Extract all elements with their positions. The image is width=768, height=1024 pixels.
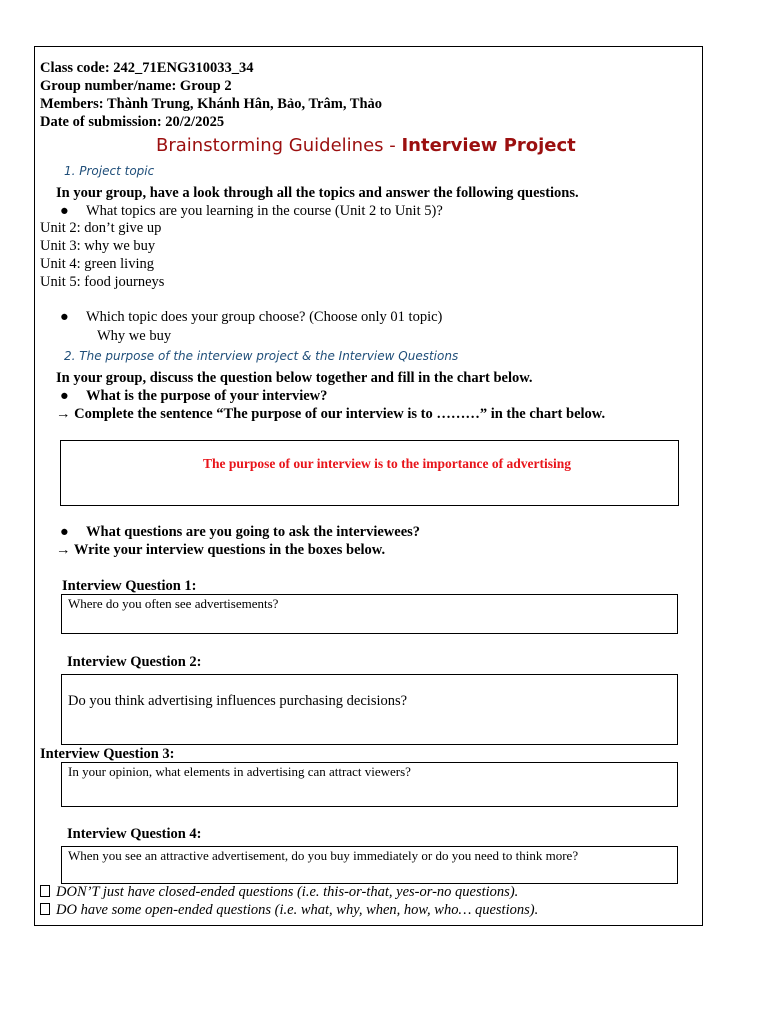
bullet: ● — [60, 524, 69, 540]
unit-item: Unit 5: food journeys — [40, 274, 165, 290]
bullet: ● — [60, 203, 69, 219]
purpose-box[interactable] — [60, 440, 679, 506]
question-text: In your opinion, what elements in advertising can attract viewers? — [68, 764, 411, 779]
members: Members: Thành Trung, Khánh Hân, Bảo, Trâm, Thảo — [40, 96, 383, 112]
question-text: Do you think advertising influences purchasing decisions? — [68, 693, 408, 709]
section1-instruction: In your group, have a look through all the topics and answer the following questions. — [56, 185, 579, 201]
purpose-question — [60, 387, 327, 405]
question-text: When you see an attractive advertisement, do you buy immediately or do you need to think more? — [68, 848, 579, 863]
section2-instruction: In your group, discuss the question below together and fill in the chart below. — [56, 370, 533, 386]
question-text: Where do you often see advertisements? — [68, 596, 279, 611]
note-closed-ended — [40, 883, 518, 901]
section1-question1 — [60, 202, 443, 220]
write-instruction: → Write your interview questions in the boxes below. — [56, 542, 386, 558]
question-box[interactable] — [61, 594, 678, 634]
title-part1: Brainstorming Guidelines - — [156, 135, 402, 156]
section1-question2 — [60, 308, 442, 326]
section1-heading: 1. Project topic — [64, 164, 155, 178]
question2-text: Which topic does your group choose? (Choose only 01 topic) — [86, 309, 443, 325]
page-title — [156, 135, 576, 156]
purpose-question-text: What is the purpose of your interview? — [86, 388, 328, 404]
submission-date: Date of submission: 20/2/2025 — [40, 114, 225, 130]
chosen-topic: Why we buy — [97, 328, 172, 344]
purpose-answer: The purpose of our interview is to the importance of advertising — [203, 456, 571, 471]
missing-glyph-icon — [40, 885, 50, 897]
unit-item: Unit 4: green living — [40, 256, 154, 272]
question1-text: What topics are you learning in the course (Unit 2 to Unit 5)? — [86, 203, 443, 219]
unit-item: Unit 2: don’t give up — [40, 220, 162, 236]
question-box[interactable] — [61, 846, 678, 884]
question-label: Interview Question 1: — [62, 578, 197, 594]
missing-glyph-icon — [40, 903, 50, 915]
bullet: ● — [60, 309, 69, 325]
questions-question — [60, 523, 420, 541]
section2-heading: 2. The purpose of the interview project & the Interview Questions — [64, 349, 459, 363]
group-name: Group number/name: Group 2 — [40, 78, 232, 94]
question-label: Interview Question 2: — [67, 654, 202, 670]
questions-question-text: What questions are you going to ask the interviewees? — [86, 524, 421, 540]
question-box[interactable] — [61, 674, 678, 745]
note-text: DO have some open-ended questions (i.e. what, why, when, how, who… questions). — [56, 902, 539, 918]
question-box[interactable] — [61, 762, 678, 807]
question-label: Interview Question 3: — [40, 746, 175, 762]
complete-instruction: → Complete the sentence “The purpose of our interview is to ………” in the chart below. — [56, 406, 606, 422]
note-open-ended — [40, 901, 538, 919]
note-text: DON’T just have closed-ended questions (i.e. this-or-that, yes-or-no questions). — [56, 884, 519, 900]
class-code: Class code: 242_71ENG310033_34 — [40, 60, 254, 76]
unit-item: Unit 3: why we buy — [40, 238, 156, 254]
question-label: Interview Question 4: — [67, 826, 202, 842]
title-part2: Interview Project — [401, 135, 576, 156]
bullet: ● — [60, 388, 69, 404]
